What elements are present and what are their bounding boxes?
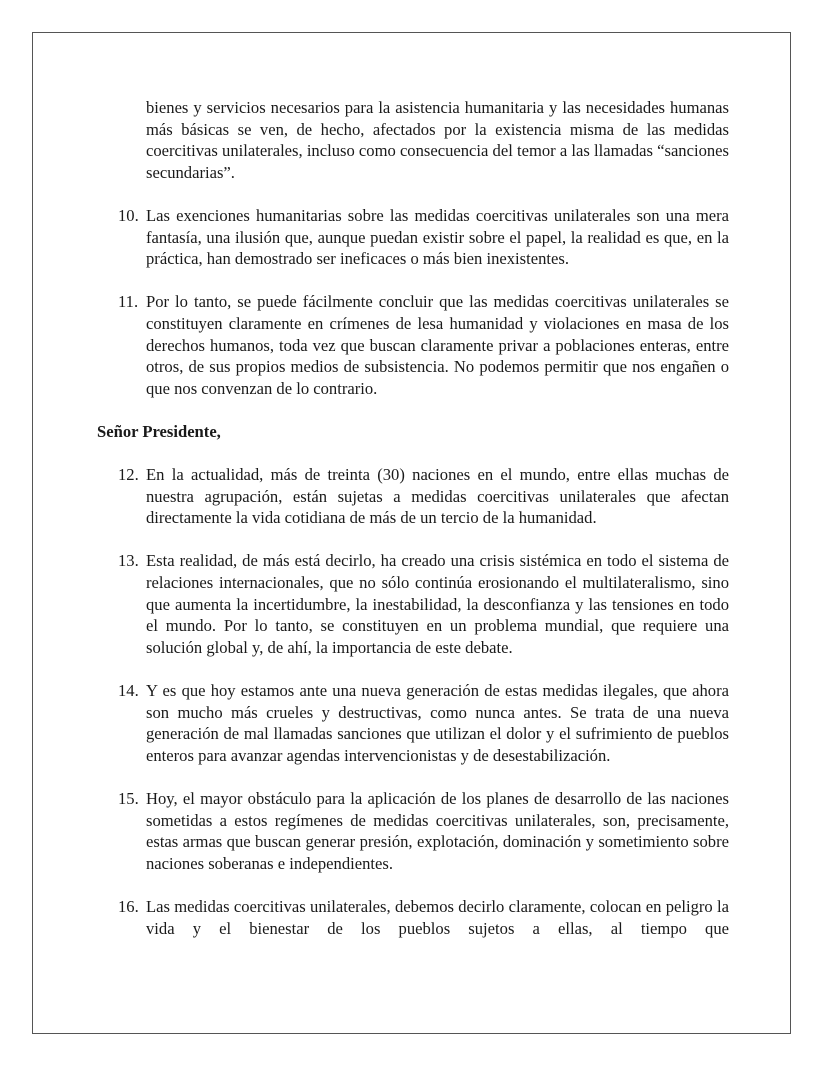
continuation-paragraph [97, 97, 729, 183]
paragraph-text: bienes y servicios necesarios para la asistencia humanitaria y las necesidades humanas más básicas se ven, de hecho, afectados por la existencia misma de las medidas coercitivas unilaterales, incluso como consecuencia del temor a las llamadas “sanciones secundarias”. [146, 98, 729, 182]
numbered-paragraph-13 [97, 550, 729, 658]
paragraph-text: Por lo tanto, se puede fácilmente concluir que las medidas coercitivas unilaterales se constituyen claramente en crímenes de lesa humanidad y violaciones en masa de los derechos humanos, toda vez que buscan claramente privar a poblaciones enteras, entre otros, de sus propios medios de subsistencia. No podemos permitir que nos engañen o que nos convenzan de lo contrario. [146, 292, 729, 398]
salutation-heading: Señor Presidente, [97, 421, 221, 441]
paragraph-text: Las medidas coercitivas unilaterales, debemos decirlo claramente, colocan en peligro la vida y el bienestar de los pueblos sujetos a ellas, al tiempo que [146, 896, 729, 938]
paragraph-number: 14. [118, 681, 139, 701]
document-body [97, 97, 729, 939]
paragraph-number: 11. [118, 292, 139, 312]
paragraph-number: 13. [118, 551, 139, 571]
paragraph-text: Las exenciones humanitarias sobre las medidas coercitivas unilaterales son una mera fantasía, una ilusión que, aunque puedan existir sobre el papel, la realidad es que, en la práctica, han demostrado ser ineficaces o más bien inexistentes. [146, 205, 729, 269]
paragraph-number: 15. [118, 789, 139, 808]
numbered-paragraph-14 [97, 680, 729, 766]
numbered-paragraph-11 [97, 291, 729, 399]
paragraph-text: Esta realidad, de más está decirlo, ha creado una crisis sistémica en todo el sistema de relaciones internacionales, que no sólo continúa erosionando el multilateralismo, sino que aumenta la incertidumbre, la inestabilidad, la desconfianza y las tensiones en todo el mundo. Por lo tanto, se constituyen en un problema mundial, que requiere una solución global y, de ahí, la importancia de este debate. [146, 551, 729, 657]
paragraph-text: Y es que hoy estamos ante una nueva generación de estas medidas ilegales, que ahora son mucho más crueles y destructivas, como nunca antes. Se trata de una nueva generación de mal llamadas sanciones que utilizan el dolor y el sufrimiento de pueblos enteros para avanzar agendas intervencionistas y de desestabilización. [146, 681, 729, 765]
paragraph-number: 10. [118, 205, 139, 225]
numbered-paragraph-10 [97, 205, 729, 270]
numbered-paragraph-12 [97, 464, 729, 529]
paragraph-text: Hoy, el mayor obstáculo para la aplicación de los planes de desarrollo de las naciones sometidas a estos regímenes de medidas coercitivas unilaterales, son, precisamente, estas armas que buscan generar presión, explotación, dominación y sometimiento sobre naciones soberanas e independientes. [146, 789, 729, 873]
numbered-paragraph-15 [97, 788, 729, 874]
numbered-paragraph-16 [97, 896, 729, 939]
paragraph-number: 12. [118, 465, 139, 485]
paragraph-text: En la actualidad, más de treinta (30) naciones en el mundo, entre ellas muchas de nuestra agrupación, están sujetas a medidas coercitivas unilaterales que afectan directamente la vida cotidiana de más de un tercio de la humanidad. [146, 465, 729, 528]
paragraph-number: 16. [118, 896, 139, 916]
